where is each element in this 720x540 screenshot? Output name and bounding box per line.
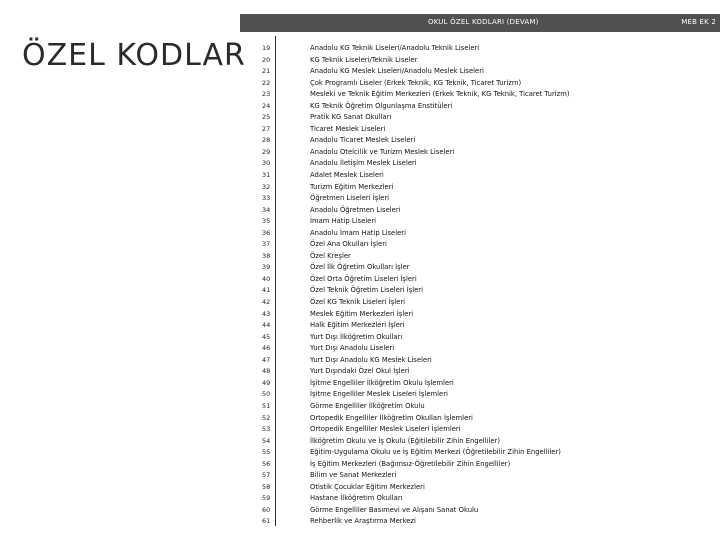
list-item (262, 436, 712, 448)
code-description: Ticaret Meslek Liseleri (310, 124, 386, 133)
list-item (262, 389, 712, 401)
list-item (262, 378, 712, 390)
code-number: 57 (262, 471, 271, 480)
code-number: 60 (262, 505, 271, 514)
code-description: Görme Engelliler İlköğretim Okulu (310, 401, 425, 410)
code-number: 33 (262, 194, 271, 203)
code-number: 55 (262, 448, 271, 457)
code-number: 20 (262, 55, 271, 64)
code-number: 50 (262, 390, 271, 399)
list-item (262, 332, 712, 344)
header-corner-label: MEB EK 2 (681, 18, 716, 26)
list-item (262, 228, 712, 240)
code-description: Anadolu İmam Hatip Liseleri (310, 228, 406, 237)
code-description: İş Eğitim Merkezleri (Bağımsız-Öğretilebilir Zihin Engelliler) (310, 459, 511, 468)
code-number: 48 (262, 367, 271, 376)
code-description: Rehberlik ve Araştırma Merkezi (310, 517, 416, 526)
code-number: 46 (262, 344, 271, 353)
list-item (262, 43, 712, 55)
code-description: Yurt Dışı İlköğretim Okulları (310, 332, 403, 341)
list-item (262, 366, 712, 378)
code-description: Özel KG Teknik Liseleri İşleri (310, 298, 406, 307)
code-number: 45 (262, 332, 271, 341)
code-number: 25 (262, 113, 271, 122)
list-item (262, 459, 712, 471)
code-description: Ortopedik Engelliler İlköğretim Okulları İşlemleri (310, 413, 473, 422)
code-description: Anadolu Ticaret Meslek Liseleri (310, 136, 416, 145)
list-item (262, 493, 712, 505)
page-title: ÖZEL KODLAR (22, 38, 246, 73)
list-item (262, 355, 712, 367)
code-description: Çok Programlı Liseler (Erkek Teknik, KG Teknik, Ticaret Turizm) (310, 78, 522, 87)
list-item (262, 470, 712, 482)
code-number: 35 (262, 217, 271, 226)
code-number: 47 (262, 355, 271, 364)
list-item (262, 251, 712, 263)
code-number: 37 (262, 240, 271, 249)
list-item (262, 505, 712, 517)
code-description: Ortopedik Engelliler Meslek Liseleri İşlemleri (310, 425, 461, 434)
code-description: Halk Eğitim Merkezleri İşleri (310, 321, 405, 330)
code-description: Anadolu KG Meslek Liseleri/Anadolu Meslek Liseleri (310, 67, 484, 76)
code-description: İmam Hatip Liseleri (310, 217, 377, 226)
code-number: 29 (262, 147, 271, 156)
code-description: Mesleki ve Teknik Eğitim Merkezleri (Erkek Teknik, KG Teknik, Ticaret Turizm) (310, 90, 570, 99)
list-item (262, 101, 712, 113)
header-title: OKUL ÖZEL KODLARI (DEVAM) (428, 18, 539, 26)
list-item (262, 274, 712, 286)
code-description: Pratik KG Sanat Okulları (310, 113, 392, 122)
list-item (262, 193, 712, 205)
list-item (262, 205, 712, 217)
code-number: 23 (262, 90, 271, 99)
list-item (262, 297, 712, 309)
code-description: Eğitim-Uygulama Okulu ve İş Eğitim Merkezi (Öğretilebilir Zihin Engelliler) (310, 448, 561, 457)
code-number: 51 (262, 401, 271, 410)
code-number: 42 (262, 298, 271, 307)
list-item (262, 309, 712, 321)
code-description: Özel Orta Öğretim Liseleri İşleri (310, 274, 417, 283)
code-number: 61 (262, 517, 271, 526)
code-number: 32 (262, 182, 271, 191)
list-item (262, 343, 712, 355)
list-item (262, 112, 712, 124)
code-description: Anadolu Otelcilik ve Turizm Meslek Liseleri (310, 147, 455, 156)
list-item (262, 66, 712, 78)
list-item (262, 216, 712, 228)
list-item (262, 182, 712, 194)
code-number: 53 (262, 425, 271, 434)
code-number: 27 (262, 124, 271, 133)
code-description: Otistik Çocuklar Eğitim Merkezleri (310, 482, 425, 491)
code-number: 44 (262, 321, 271, 330)
list-item (262, 78, 712, 90)
code-description: Anadolu İletişim Meslek Liseleri (310, 159, 417, 168)
list-item (262, 482, 712, 494)
list-item (262, 55, 712, 67)
list-item (262, 147, 712, 159)
code-number: 52 (262, 413, 271, 422)
list-item (262, 158, 712, 170)
code-description: Yurt Dışı Anadolu Liseleri (310, 344, 395, 353)
code-description: Yurt Dışındaki Özel Okul İşleri (310, 367, 410, 376)
code-number: 59 (262, 494, 271, 503)
list-item (262, 239, 712, 251)
list-item (262, 170, 712, 182)
list-item (262, 135, 712, 147)
code-number: 22 (262, 78, 271, 87)
code-description: İlköğretim Okulu ve İş Okulu (Eğitilebilir Zihin Engelliler) (310, 436, 500, 445)
list-item (262, 447, 712, 459)
code-number: 34 (262, 205, 271, 214)
code-description: Turizm Eğitim Merkezleri (310, 182, 394, 191)
list-item (262, 124, 712, 136)
code-description: Özel Teknik Öğretim Liseleri İşleri (310, 286, 423, 295)
code-number: 31 (262, 171, 271, 180)
code-description: İşitme Engelliler İlköğretim Okulu İşlemleri (310, 378, 454, 387)
code-number: 28 (262, 136, 271, 145)
code-number: 19 (262, 44, 271, 52)
list-item (262, 424, 712, 436)
code-description: Meslek Eğitim Merkezleri İşleri (310, 309, 414, 318)
list-item (262, 401, 712, 413)
code-description: Yurt Dışı Anadolu KG Meslek Liseleri (310, 355, 432, 364)
list-item (262, 285, 712, 297)
code-description: KG Teknik Öğretim Olgunlaşma Enstitüleri (310, 101, 453, 110)
code-description: Anadolu KG Teknik Liseleri/Anadolu Teknik Liseleri (310, 44, 480, 52)
code-number: 39 (262, 263, 271, 272)
list-item (262, 516, 712, 528)
code-description: Hastane İlköğretim Okulları (310, 494, 403, 503)
code-list (262, 43, 712, 528)
code-description: Adalet Meslek Liseleri (310, 171, 384, 180)
code-description: Özel İlk Öğretim Okulları İşler (310, 263, 410, 272)
code-number: 21 (262, 67, 271, 76)
code-number: 40 (262, 274, 271, 283)
code-description: İşitme Engelliler Meslek Liseleri İşlemleri (310, 390, 448, 399)
code-number: 56 (262, 459, 271, 468)
code-number: 58 (262, 482, 271, 491)
list-item (262, 262, 712, 274)
code-description: KG Teknik Liseleri/Teknik Liseler (310, 55, 418, 64)
list-item (262, 89, 712, 101)
code-number: 38 (262, 251, 271, 260)
list-item (262, 320, 712, 332)
code-number: 41 (262, 286, 271, 295)
code-number: 54 (262, 436, 271, 445)
code-number: 43 (262, 309, 271, 318)
code-number: 49 (262, 378, 271, 387)
code-description: Bilim ve Sanat Merkezleri (310, 471, 397, 480)
header-bar (240, 14, 720, 32)
list-item (262, 413, 712, 425)
code-number: 36 (262, 228, 271, 237)
code-description: Özel Ana Okulları İşleri (310, 240, 387, 249)
code-description: Özel Kreşler (310, 251, 351, 260)
code-description: Görme Engelliler Basımevi ve Alışanı Sanat Okulu (310, 505, 479, 514)
code-description: Anadolu Öğretmen Liseleri (310, 205, 401, 214)
code-description: Öğretmen Liseleri İşleri (310, 194, 390, 203)
code-number: 30 (262, 159, 271, 168)
code-number: 24 (262, 101, 271, 110)
